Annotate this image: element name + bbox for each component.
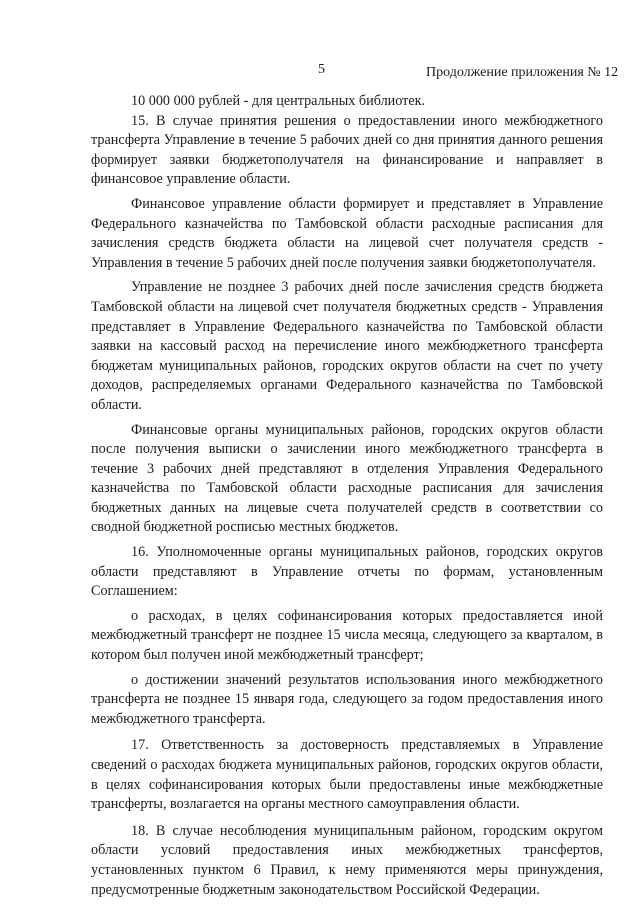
paragraph-16: 16. Уполномоченные органы муниципальных районов, городских округов области представляют в Управление отчеты по формам, установленным Соглашением:	[91, 544, 603, 600]
paragraph-18: 18. В случае несоблюдения муниципальным районом, городским округом области условий предоставления иных межбюджетных трансфертов, установленных пунктом 6 Правил, к нему применяются меры принуждения, предусмотренные бюджетным законодательством Российской Федерации.	[91, 822, 603, 898]
paragraph-financial-department: Финансовое управление области формирует и представляет в Управление Федерального казначейства по Тамбовской области расходные расписания для зачисления средств бюджета области на лицевой счет получателя средств - Управления в течение 5 рабочих дней после получения заявки бюджетополучателя.	[91, 195, 603, 271]
paragraph-expense-report: о расходах, в целях софинансирования которых предоставляется иной межбюджетный трансферт не позднее 15 числа месяца, следующего за кварталом, в котором был получен иной межбюджетный трансферт;	[91, 607, 603, 664]
body-text	[91, 92, 603, 900]
paragraph-15: 15. В случае принятия решения о предоставлении иного межбюджетного трансферта Управление в течение 5 рабочих дней со дня принятия данного решения формирует заявки бюджетополучателя на финансирование и направляет в финансовое управление области.	[91, 112, 603, 188]
paragraph-17: 17. Ответственность за достоверность представляемых в Управление сведений о расходах бюджета муниципальных районов, городских округов области, в целях софинансирования которых были предоставлены иные межбюджетные трансферты, возлагается на органы местного самоуправления области.	[91, 737, 603, 813]
page-number: 5	[318, 62, 325, 77]
paragraph-financial-bodies: Финансовые органы муниципальных районов, городских округов области после получения выписки о зачислении иного межбюджетного трансферта в течение 3 рабочих дней представляют в отделения Управления Федерального казначейства по Тамбовской области расходные расписания для зачисления бюджетных данных на лицевые счета получателей средств в соответствии со сводной бюджетной росписью местных бюджетов.	[91, 421, 603, 536]
appendix-continuation-label: Продолжение приложения № 12	[426, 65, 619, 80]
paragraph-cash-expense: Управление не позднее 3 рабочих дней после зачисления средств бюджета Тамбовской области на лицевой счет получателя бюджетных средств - Управления представляет в Управление Федерального казначейства по Тамбовской области заявки на кассовый расход на перечисление иного межбюджетного трансферта бюджетам муниципальных районов, городских округов области на счет по учету доходов, распределяемых органами Федерального казначейства по Тамбовской области.	[91, 279, 603, 413]
paragraph-results-report: о достижении значений результатов использования иного межбюджетного трансферта не позднее 15 января года, следующего за годом предоставления иного межбюджетного трансферта.	[91, 671, 603, 727]
paragraph-central-libraries: 10 000 000 рублей - для центральных библиотек.	[131, 93, 426, 109]
